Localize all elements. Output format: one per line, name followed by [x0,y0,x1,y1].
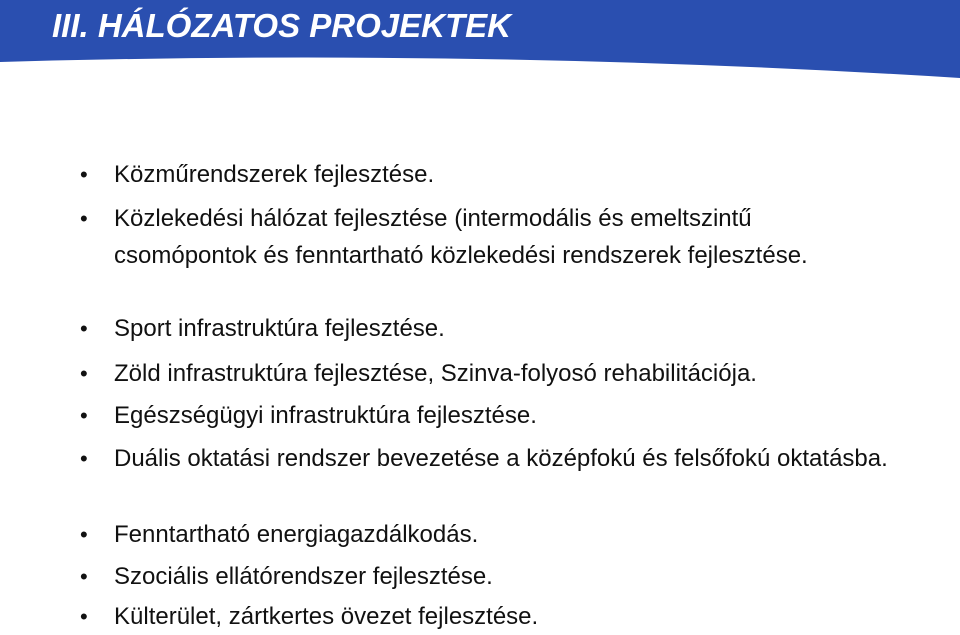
bullet-text: Közlekedési hálózat fejlesztése (intermodális és emeltszintű csomópontok és fenntartható közlekedési rendszerek fejlesztése. [114,205,808,269]
slide-title: III. HÁLÓZATOS PROJEKTEK [52,7,511,44]
bullet-text: Szociális ellátórendszer fejlesztése. [114,563,493,590]
bullet-text: Fenntartható energiagazdálkodás. [114,521,479,548]
bullet-text: Duális oktatási rendszer bevezetése a középfokú és felsőfokú oktatásba. [114,445,888,472]
bullet-icon: • [80,604,88,629]
bullet-icon: • [80,403,88,428]
bullet-text: Közműrendszerek fejlesztése. [114,161,435,188]
bullet-icon: • [80,564,88,589]
bullet-icon: • [80,361,88,386]
bullet-text: Egészségügyi infrastruktúra fejlesztése. [114,402,537,429]
bullet-icon: • [80,522,88,547]
bullet-text: Zöld infrastruktúra fejlesztése, Szinva-folyosó rehabilitációja. [114,360,757,387]
bullet-text: Külterület, zártkertes övezet fejlesztése. [114,603,539,630]
bullet-icon: • [80,162,88,187]
bullet-icon: • [80,206,88,231]
bullet-text: Sport infrastruktúra fejlesztése. [114,315,445,342]
bullet-icon: • [80,316,88,341]
bullet-icon: • [80,446,88,471]
